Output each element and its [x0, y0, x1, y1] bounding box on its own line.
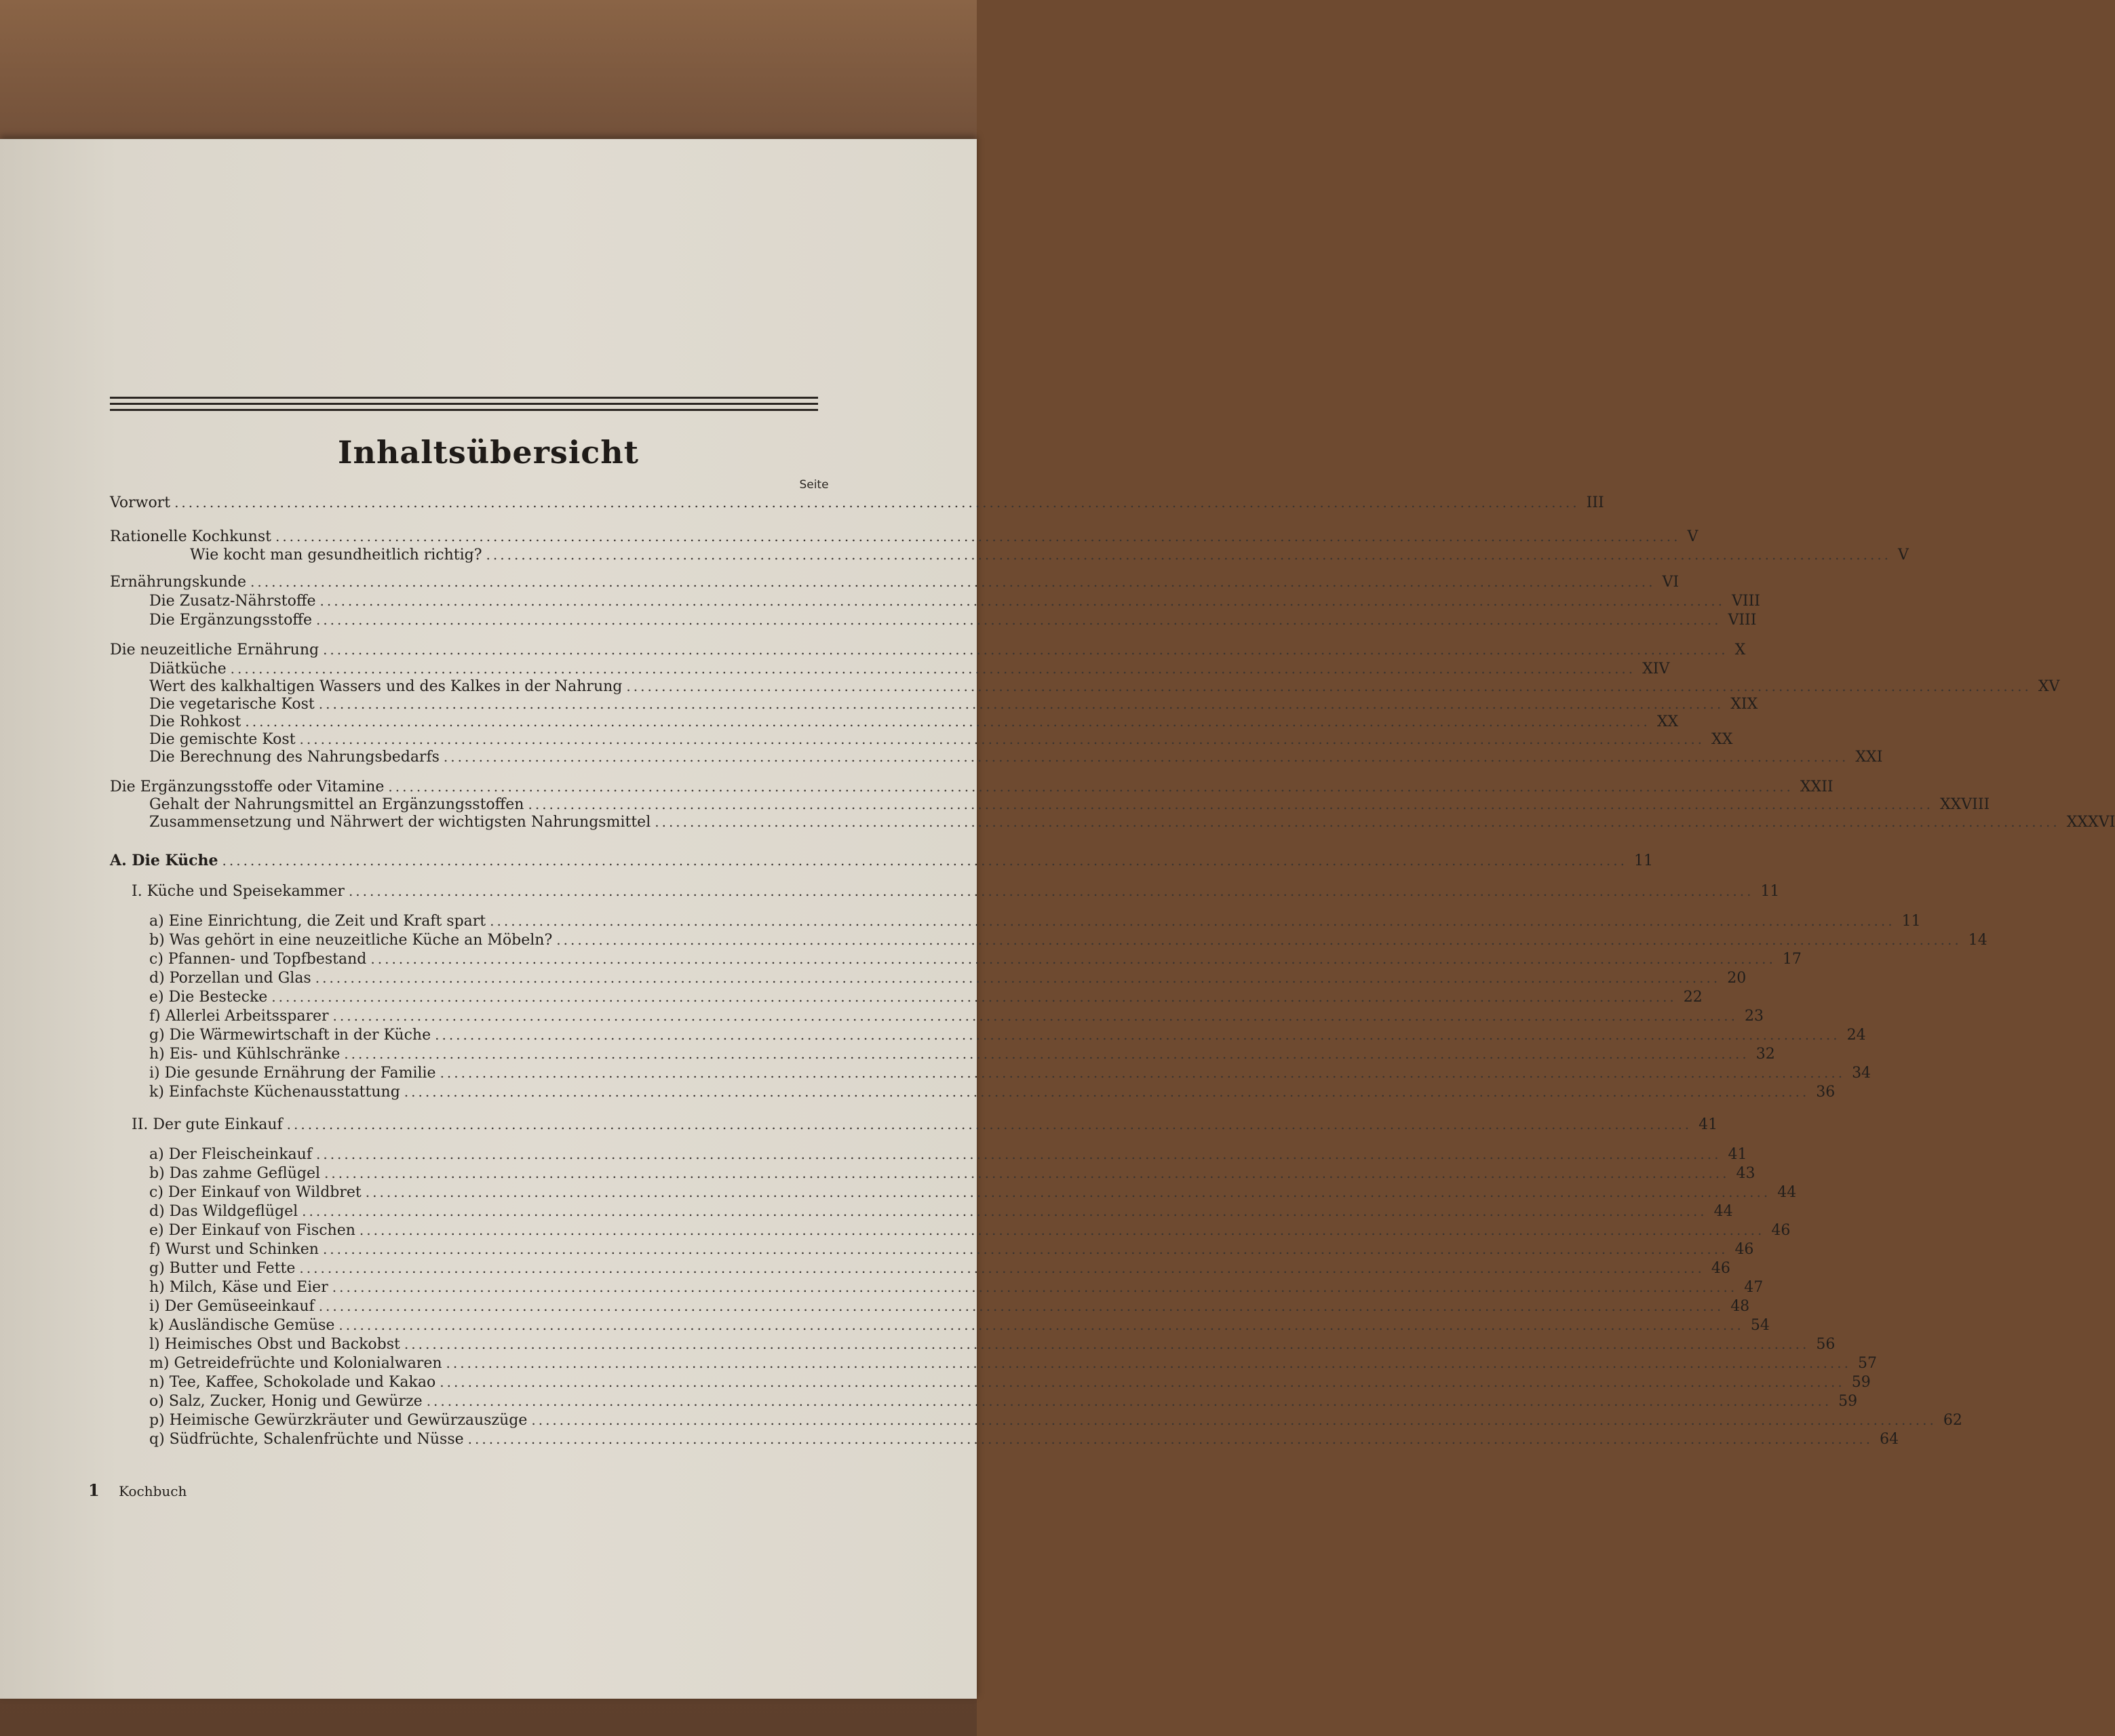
toc-entry-page: 11 [1760, 883, 1780, 900]
toc-leader-dots: ........................................................................................................................................................................................................ [490, 913, 1895, 929]
toc-entry-page: XX [1711, 731, 1733, 748]
toc-entry-page: VI [1662, 574, 1680, 591]
toc-entry [149, 612, 1757, 632]
toc-entry [149, 1165, 1755, 1185]
toc-entry [149, 1298, 1750, 1318]
toc-entry-label: b) Das zahme Geflügel [149, 1165, 321, 1182]
toc-entry-label: Die gemischte Kost [149, 731, 296, 748]
toc-entry-label: q) Südfrüchte, Schalenfrüchte und Nüsse [149, 1431, 464, 1448]
toc-entry [149, 1222, 1791, 1242]
toc-entry-label: Wie kocht man gesundheitlich richtig? [190, 547, 482, 564]
toc-leader-dots: ........................................................................................................................................................................................................ [275, 528, 1681, 545]
toc-leader-dots: ........................................................................................................................................................................................................ [271, 989, 1677, 1005]
page-footer [88, 1480, 187, 1500]
toc-entry [149, 1260, 1730, 1280]
toc-entry [149, 1084, 1836, 1104]
toc-leader-dots: ........................................................................................................................................................................................................ [486, 547, 1892, 563]
toc-entry [149, 1336, 1836, 1356]
toc-leader-dots: ........................................................................................................................................................................................................ [332, 1008, 1738, 1024]
toc-entry-label: h) Eis- und Kühlschränke [149, 1046, 341, 1063]
toc-entry-label: f) Allerlei Arbeitssparer [149, 1008, 329, 1025]
toc-leader-dots: ........................................................................................................................................................................................................ [626, 678, 2032, 694]
toc-leader-dots: ........................................................................................................................................................................................................ [528, 796, 1933, 812]
toc-entry [149, 1279, 1764, 1299]
toc-leader-dots: ........................................................................................................................................................................................................ [404, 1084, 1810, 1100]
toc-entry-page: 17 [1782, 951, 1802, 968]
toc-entry-page: 44 [1777, 1184, 1797, 1201]
toc-entry-page: 56 [1816, 1336, 1836, 1353]
toc-entry [149, 1184, 1797, 1204]
toc-entry [149, 814, 2115, 834]
toc-entry-label: Die Rohkost [149, 713, 241, 730]
toc-leader-dots: ........................................................................................................................................................................................................ [440, 1374, 1845, 1390]
toc-entry-page: 23 [1745, 1008, 1764, 1025]
toc-leader-dots: ........................................................................................................................................................................................................ [365, 1184, 1771, 1200]
toc-leader-dots: ........................................................................................................................................................................................................ [655, 814, 2060, 830]
toc-entry-page: 46 [1734, 1241, 1754, 1258]
toc-entry-label: II. Der gute Einkauf [132, 1116, 283, 1133]
toc-leader-dots: ........................................................................................................................................................................................................ [370, 951, 1776, 967]
toc-leader-dots: ........................................................................................................................................................................................................ [443, 749, 1849, 765]
toc-entry-page: 57 [1858, 1355, 1877, 1372]
toc-entry-page: 11 [1633, 852, 1653, 869]
toc-entry-page: 32 [1755, 1046, 1775, 1063]
toc-leader-dots: ........................................................................................................................................................................................................ [315, 1146, 1722, 1162]
toc-entry [149, 932, 1987, 952]
toc-leader-dots: ........................................................................................................................................................................................................ [286, 1116, 1692, 1132]
toc-entry [110, 642, 1746, 662]
toc-entry-page: 11 [1901, 913, 1921, 930]
toc-leader-dots: ........................................................................................................................................................................................................ [318, 696, 1724, 712]
toc-leader-dots: ........................................................................................................................................................................................................ [174, 494, 1580, 511]
toc-entry [149, 1027, 1866, 1047]
toc-entry-page: 24 [1846, 1027, 1866, 1044]
toc-entry-page: VIII [1731, 593, 1760, 610]
toc-entry-page: 64 [1880, 1431, 1899, 1448]
toc-entry-page: XXII [1800, 778, 1833, 795]
toc-leader-dots: ........................................................................................................................................................................................................ [222, 852, 1627, 869]
toc-entry-label: Die Berechnung des Nahrungsbedarfs [149, 749, 440, 766]
toc-entry-page: XIV [1642, 660, 1670, 677]
toc-entry-page: 14 [1968, 932, 1987, 949]
toc-entry [149, 1046, 1775, 1066]
toc-entry-page: 48 [1730, 1298, 1750, 1315]
toc-entry-label: c) Pfannen- und Topfbestand [149, 951, 367, 968]
toc-leader-dots: ........................................................................................................................................................................................................ [426, 1393, 1832, 1409]
page-column-label: Seite [799, 478, 829, 492]
toc-leader-dots: ........................................................................................................................................................................................................ [435, 1027, 1840, 1043]
toc-entry-label: Gehalt der Nahrungsmittel an Ergänzungsstoffen [149, 796, 524, 813]
toc-entry [132, 1116, 1718, 1137]
toc-entry [149, 1146, 1747, 1166]
toc-entry-label: o) Salz, Zucker, Honig und Gewürze [149, 1393, 423, 1410]
toc-entry [149, 913, 1921, 933]
toc-entry-page: V [1687, 528, 1699, 545]
toc-entry-label: g) Butter und Fette [149, 1260, 296, 1277]
toc-entry [149, 593, 1760, 613]
toc-entry-label: Vorwort [110, 494, 171, 511]
toc-entry [149, 970, 1747, 990]
toc-leader-dots: ........................................................................................................................................................................................................ [348, 883, 1754, 899]
toc-entry-label: p) Heimische Gewürzkräuter und Gewürzauszüge [149, 1412, 528, 1429]
toc-entry-page: 20 [1727, 970, 1747, 987]
toc-entry-label: d) Porzellan und Glas [149, 970, 311, 987]
toc-entry-label: h) Milch, Käse und Eier [149, 1279, 328, 1296]
toc-entry-page: 62 [1943, 1412, 1962, 1429]
toc-entry-label: i) Die gesunde Ernährung der Familie [149, 1065, 436, 1082]
toc-entry-label: Die vegetarische Kost [149, 696, 315, 713]
toc-leader-dots: ........................................................................................................................................................................................................ [319, 593, 1725, 609]
toc-entry-page: 59 [1851, 1374, 1871, 1391]
toc-leader-dots: ........................................................................................................................................................................................................ [404, 1336, 1810, 1352]
toc-leader-dots: ........................................................................................................................................................................................................ [299, 731, 1705, 747]
page-title: Inhaltsübersicht [337, 434, 639, 471]
toc-entry [110, 494, 1604, 515]
toc-leader-dots: ........................................................................................................................................................................................................ [359, 1222, 1765, 1238]
signature-number: 1 [88, 1480, 100, 1500]
toc-entry [110, 852, 1653, 872]
header-rules [110, 397, 818, 420]
toc-entry [149, 989, 1703, 1009]
toc-entry [149, 1412, 1962, 1432]
toc-entry-label: Die Ergänzungsstoffe [149, 612, 312, 629]
toc-entry-page: 54 [1750, 1317, 1770, 1334]
toc-entry-label: I. Küche und Speisekammer [132, 883, 345, 900]
signature-text: Kochbuch [119, 1483, 187, 1499]
toc-entry-label: e) Die Bestecke [149, 989, 268, 1006]
toc-entry-page: XIX [1730, 696, 1758, 713]
toc-entry [149, 1317, 1770, 1337]
toc-entry-page: X [1734, 642, 1746, 658]
toc-entry [190, 547, 1909, 567]
toc-entry-label: c) Der Einkauf von Wildbret [149, 1184, 362, 1201]
toc-entry-page: 46 [1711, 1260, 1730, 1277]
toc-entry-page: 36 [1816, 1084, 1836, 1101]
toc-entry [149, 749, 1883, 769]
toc-entry-label: Die Zusatz-Nährstoffe [149, 593, 316, 610]
toc-leader-dots: ........................................................................................................................................................................................................ [315, 612, 1722, 628]
toc-entry-label: Rationelle Kochkunst [110, 528, 271, 545]
toc-entry-page: III [1586, 494, 1604, 511]
toc-entry-label: n) Tee, Kaffee, Schokolade und Kakao [149, 1374, 436, 1391]
toc-leader-dots: ........................................................................................................................................................................................................ [324, 1165, 1730, 1181]
toc-leader-dots: ........................................................................................................................................................................................................ [230, 660, 1636, 677]
toc-leader-dots: ........................................................................................................................................................................................................ [344, 1046, 1749, 1062]
toc-leader-dots: ........................................................................................................................................................................................................ [245, 713, 1650, 730]
toc-entry-page: XXVIII [1939, 796, 1990, 813]
toc-entry-label: Die Ergänzungsstoffe oder Vitamine [110, 778, 385, 795]
toc-entry-page: VIII [1728, 612, 1757, 629]
toc-leader-dots: ........................................................................................................................................................................................................ [332, 1279, 1738, 1295]
toc-entry-label: a) Eine Einrichtung, die Zeit und Kraft spart [149, 913, 486, 930]
toc-entry-page: XXXVI [2066, 814, 2115, 831]
toc-leader-dots: ........................................................................................................................................................................................................ [322, 1241, 1728, 1257]
toc-entry [149, 1393, 1858, 1413]
toc-leader-dots: ........................................................................................................................................................................................................ [315, 970, 1721, 986]
toc-entry [149, 1355, 1877, 1375]
toc-entry-page: 22 [1683, 989, 1703, 1006]
toc-entry-label: l) Heimisches Obst und Backobst [149, 1336, 400, 1353]
toc-leader-dots: ........................................................................................................................................................................................................ [318, 1298, 1724, 1314]
toc-leader-dots: ........................................................................................................................................................................................................ [440, 1065, 1846, 1081]
toc-entry [149, 1203, 1733, 1223]
toc-leader-dots: ........................................................................................................................................................................................................ [446, 1355, 1851, 1371]
toc-entry-page: 44 [1713, 1203, 1733, 1220]
toc-entry [149, 951, 1802, 971]
toc-entry [110, 528, 1699, 549]
toc-entry-label: i) Der Gemüseeinkauf [149, 1298, 315, 1315]
toc-leader-dots: ........................................................................................................................................................................................................ [467, 1431, 1874, 1447]
toc-leader-dots: ........................................................................................................................................................................................................ [250, 574, 1656, 590]
toc-entry-page: XXI [1855, 749, 1883, 766]
toc-entry [149, 1374, 1871, 1394]
toc-entry-label: g) Die Wärmewirtschaft in der Küche [149, 1027, 431, 1044]
toc-leader-dots: ........................................................................................................................................................................................................ [299, 1260, 1705, 1276]
toc-entry-page: 34 [1852, 1065, 1871, 1082]
toc-entry-page: 43 [1736, 1165, 1755, 1182]
toc-entry-page: V [1898, 547, 1909, 564]
toc-entry-label: Die neuzeitliche Ernährung [110, 642, 319, 658]
toc-entry-label: f) Wurst und Schinken [149, 1241, 319, 1258]
toc-entry-page: 46 [1771, 1222, 1791, 1239]
toc-entry-label: d) Das Wildgeflügel [149, 1203, 298, 1220]
toc-entry-label: k) Einfachste Küchenausstattung [149, 1084, 400, 1101]
toc-entry-page: 41 [1699, 1116, 1718, 1133]
toc-entry-page: XX [1656, 713, 1679, 730]
toc-entry [110, 574, 1680, 594]
toc-entry [149, 1008, 1764, 1028]
toc-entry-page: XV [2038, 678, 2060, 695]
toc-entry-label: Diätküche [149, 660, 227, 677]
toc-entry [149, 1241, 1754, 1261]
toc-entry-label: m) Getreidefrüchte und Kolonialwaren [149, 1355, 442, 1372]
toc-entry-label: b) Was gehört in eine neuzeitliche Küche an Möbeln? [149, 932, 553, 949]
toc-leader-dots: ........................................................................................................................................................................................................ [302, 1203, 1707, 1219]
toc-entry-label: e) Der Einkauf von Fischen [149, 1222, 355, 1239]
toc-entry-page: 41 [1728, 1146, 1747, 1163]
toc-leader-dots: ........................................................................................................................................................................................................ [338, 1317, 1744, 1333]
toc-entry-page: 47 [1744, 1279, 1764, 1296]
toc-leader-dots: ........................................................................................................................................................................................................ [388, 778, 1793, 795]
toc-entry-label: Ernährungskunde [110, 574, 247, 591]
toc-entry-label: Zusammensetzung und Nährwert der wichtigsten Nahrungsmittel [149, 814, 651, 831]
toc-entry-label: a) Der Fleischeinkauf [149, 1146, 312, 1163]
toc-entry-label: A. Die Küche [110, 852, 218, 869]
toc-leader-dots: ........................................................................................................................................................................................................ [323, 642, 1728, 658]
toc-entry [149, 1431, 1899, 1451]
toc-entry-label: k) Ausländische Gemüse [149, 1317, 335, 1334]
toc-entry-page: 59 [1838, 1393, 1858, 1410]
toc-leader-dots: ........................................................................................................................................................................................................ [556, 932, 1962, 948]
toc-leader-dots: ........................................................................................................................................................................................................ [531, 1412, 1937, 1428]
toc-entry-label: Wert des kalkhaltigen Wassers und des Kalkes in der Nahrung [149, 678, 623, 695]
toc-entry [149, 1065, 1871, 1085]
toc-entry [132, 883, 1780, 903]
